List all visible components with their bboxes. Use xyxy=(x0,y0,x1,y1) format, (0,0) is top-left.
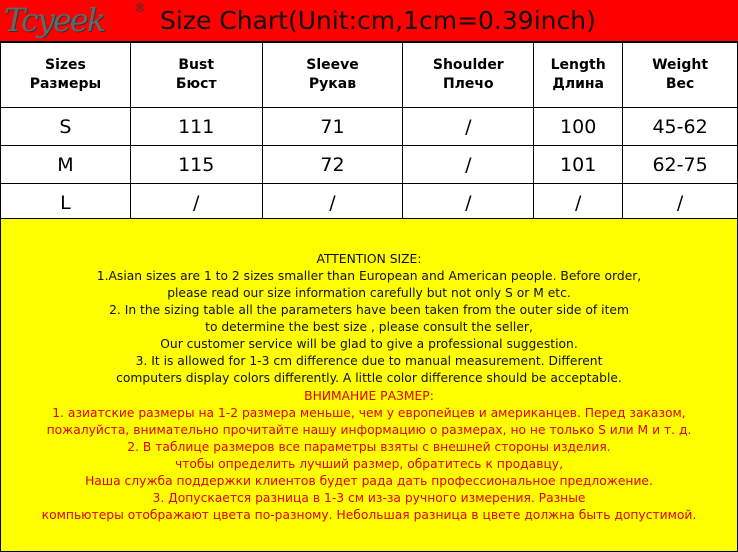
table-header-row xyxy=(1,43,738,108)
header-label: Длина xyxy=(552,76,604,92)
column-header xyxy=(1,43,131,108)
table-row xyxy=(1,108,738,146)
column-header xyxy=(403,43,534,108)
column-header xyxy=(534,43,623,108)
table-cell: / xyxy=(262,184,403,222)
table-cell: L xyxy=(1,184,131,222)
table-row xyxy=(1,184,738,222)
table-cell: 71 xyxy=(262,108,403,146)
note-line: to determine the best size , please consult the seller, xyxy=(205,320,533,334)
note-line: компьютеры отображают цвета по-разному. Небольшая разница в цвете должна быть допустимой. xyxy=(41,508,697,522)
column-header xyxy=(262,43,403,108)
table-cell: / xyxy=(403,108,534,146)
note-line: Наша служба поддержки клиентов будет рада дать профессиональное предложение. xyxy=(85,474,653,488)
note-line: 2. In the sizing table all the parameters have been taken from the outer side of item xyxy=(109,303,629,317)
header-label: Размеры xyxy=(29,76,102,92)
header-label: Weight xyxy=(652,57,709,73)
table-cell: / xyxy=(623,184,738,222)
table-cell: / xyxy=(403,146,534,184)
russian-notes xyxy=(1,388,737,524)
table-row xyxy=(1,146,738,184)
table-cell: 111 xyxy=(130,108,262,146)
header-label: Бюст xyxy=(175,76,217,92)
header-label: Length xyxy=(550,57,606,73)
header-label: Рукав xyxy=(308,76,357,92)
note-line: ATTENTION SIZE: xyxy=(316,252,422,266)
chart-title: Size Chart(Unit:cm,1cm=0.39inch) xyxy=(160,6,596,35)
note-line: 1. азиатские размеры на 1-2 размера меньше, чем у европейцев и американцев. Перед заказом, xyxy=(52,406,686,420)
table-cell: 115 xyxy=(130,146,262,184)
note-line: чтобы определить лучший размер, обратитесь к продавцу, xyxy=(174,457,563,471)
header-label: Bust xyxy=(178,57,215,73)
notes-panel xyxy=(0,218,738,552)
note-line: please read our size information carefully but not only S or M etc. xyxy=(167,286,571,300)
registered-mark: ® xyxy=(134,1,146,15)
header-label: Shoulder xyxy=(432,57,504,73)
table-cell: 101 xyxy=(534,146,623,184)
english-notes xyxy=(1,251,737,387)
table-cell: 62-75 xyxy=(623,146,738,184)
header-label: Sizes xyxy=(44,57,86,73)
size-table xyxy=(0,42,738,222)
table-cell: 72 xyxy=(262,146,403,184)
brand-logo: Tcyeek xyxy=(4,2,105,38)
table-cell: / xyxy=(534,184,623,222)
title-banner xyxy=(0,0,738,42)
table-cell: / xyxy=(403,184,534,222)
note-line: пожалуйста, внимательно прочитайте нашу информацию о размерах, но не только S или M и т. д. xyxy=(46,423,692,437)
note-line: 3. Допускается разница в 1-3 см из-за ручного измерения. Разные xyxy=(152,491,586,505)
column-header xyxy=(130,43,262,108)
table-cell: S xyxy=(1,108,131,146)
header-label: Вес xyxy=(665,76,695,92)
note-line: 2. В таблице размеров все параметры взяты с внешней стороны изделия. xyxy=(127,440,611,454)
note-line: computers display colors differently. A little color difference should be acceptable. xyxy=(116,371,622,385)
note-line: 1.Asian sizes are 1 to 2 sizes smaller than European and American people. Before order, xyxy=(96,269,642,283)
table-cell: 100 xyxy=(534,108,623,146)
column-header xyxy=(623,43,738,108)
table-cell: 45-62 xyxy=(623,108,738,146)
header-label: Плечо xyxy=(442,76,494,92)
note-line: 3. It is allowed for 1-3 cm difference due to manual measurement. Different xyxy=(135,354,603,368)
header-label: Sleeve xyxy=(306,57,359,73)
table-cell: M xyxy=(1,146,131,184)
table-cell: / xyxy=(130,184,262,222)
note-line: Our customer service will be glad to give a professional suggestion. xyxy=(160,337,578,351)
note-line: ВНИМАНИЕ РАЗМЕР: xyxy=(304,389,434,403)
